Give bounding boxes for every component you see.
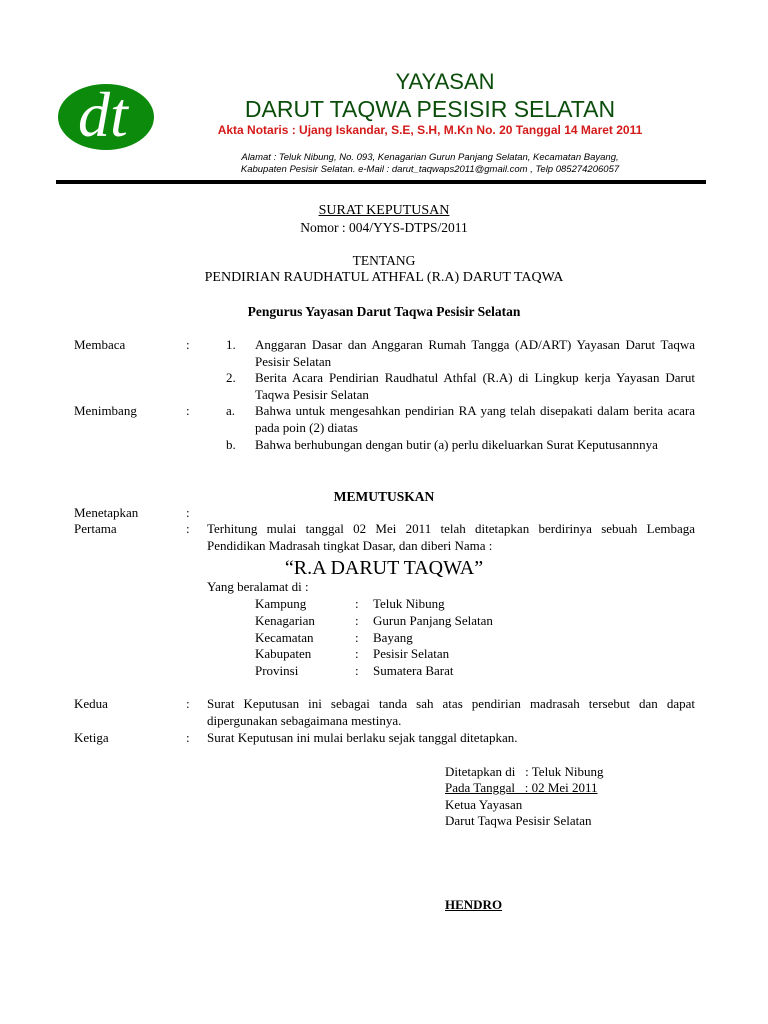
decision-heading: MEMUTUSKAN (333, 489, 435, 504)
foundation-label: YAYASAN (395, 69, 495, 94)
menimbang-label: Menimbang (74, 403, 137, 418)
menimbang-item-letter: a. (226, 403, 236, 418)
menimbang-item-text: Bahwa untuk mengesahkan pendirian RA yang telah disepakati dalam berita acara pada poin (2) diatas (255, 403, 695, 435)
doc-title: SURAT KEPUTUSAN (318, 203, 450, 218)
ketiga-label: Ketiga (74, 730, 109, 745)
board-heading: Pengurus Yayasan Darut Taqwa Pesisir Selatan (247, 304, 521, 319)
address-label: Kenagarian (255, 613, 315, 628)
address-label: Kampung (255, 596, 307, 611)
sign-date: Pada Tanggal : 02 Mei 2011 (445, 780, 598, 795)
membaca-item-text: Anggaran Dasar dan Anggaran Rumah Tangga (AD/ART) Yayasan Darut Taqwa Pesisir Selatan (255, 337, 695, 369)
address-line-1: Alamat : Teluk Nibung, No. 093, Kenagarian Gurun Panjang Selatan, Kecamatan Bayang, (241, 152, 619, 163)
address-label: Provinsi (255, 663, 299, 678)
sign-role: Ketua Yayasan (445, 797, 523, 812)
address-intro: Yang beralamat di : (207, 579, 309, 594)
pertama-colon: : (186, 521, 190, 536)
sign-place: Ditetapkan di : Teluk Nibung (445, 764, 604, 779)
address-value: Sumatera Barat (373, 663, 454, 678)
pertama-label: Pertama (74, 521, 117, 536)
doc-subject: PENDIRIAN RAUDHATUL ATHFAL (R.A) DARUT TAQWA (204, 270, 564, 285)
header-divider (56, 180, 706, 184)
doc-number: Nomor : 004/YYS-DTPS/2011 (300, 220, 468, 235)
notary-deed: Akta Notaris : Ujang Iskandar, S.E, S.H, M.Kn No. 20 Tanggal 14 Maret 2011 (217, 123, 643, 137)
school-name: “R.A DARUT TAQWA” (284, 557, 484, 579)
menimbang-colon: : (186, 403, 190, 418)
pertama-text: Terhitung mulai tanggal 02 Mei 2011 telah ditetapkan berdirinya sebuah Lembaga Pendidikan Madrasah tingkat Dasar, dan diberi Nama : (207, 521, 695, 553)
address-label: Kabupaten (255, 646, 312, 661)
menetapkan-label: Menetapkan (74, 505, 139, 520)
sign-org: Darut Taqwa Pesisir Selatan (445, 813, 592, 828)
kedua-label: Kedua (74, 696, 108, 711)
menimbang-item-text: Bahwa berhubungan dengan butir (a) perlu dikeluarkan Surat Keputusannnya (255, 437, 658, 452)
address-value: Teluk Nibung (373, 596, 445, 611)
ketiga-text: Surat Keputusan ini mulai berlaku sejak tanggal ditetapkan. (207, 730, 518, 745)
ketiga-colon: : (186, 730, 190, 745)
address-colon: : (355, 663, 359, 678)
membaca-colon: : (186, 337, 190, 352)
membaca-item-text: Berita Acara Pendirian Raudhatul Athfal (R.A) di Lingkup kerja Yayasan Darut Taqwa Pesisir Selatan (255, 370, 695, 402)
address-value: Bayang (373, 630, 413, 645)
address-label: Kecamatan (255, 630, 314, 645)
logo-text: dt (78, 79, 128, 150)
signatory-name: HENDRO (445, 897, 503, 912)
address-colon: : (355, 613, 359, 628)
address-colon: : (355, 646, 359, 661)
address-value: Gurun Panjang Selatan (373, 613, 493, 628)
address-block (170, 152, 690, 176)
foundation-logo (56, 74, 156, 164)
foundation-name: DARUT TAQWA PESISIR SELATAN (244, 96, 616, 122)
address-colon: : (355, 596, 359, 611)
address-line-2: Kabupaten Pesisir Selatan. e-Mail : darut_taqwaps2011@gmail.com , Telp 085274206057 (240, 164, 620, 175)
kedua-text: Surat Keputusan ini sebagai tanda sah atas pendirian madrasah tersebut dan dapat dipergunakan sebagaimana mestinya. (207, 696, 695, 728)
membaca-item-number: 1. (226, 337, 236, 352)
menimbang-item-letter: b. (226, 437, 236, 452)
membaca-item-number: 2. (226, 370, 236, 385)
address-value: Pesisir Selatan (373, 646, 450, 661)
tentang-heading: TENTANG (352, 253, 416, 268)
membaca-label: Membaca (74, 337, 126, 352)
kedua-colon: : (186, 696, 190, 711)
menetapkan-colon: : (186, 505, 190, 520)
address-colon: : (355, 630, 359, 645)
